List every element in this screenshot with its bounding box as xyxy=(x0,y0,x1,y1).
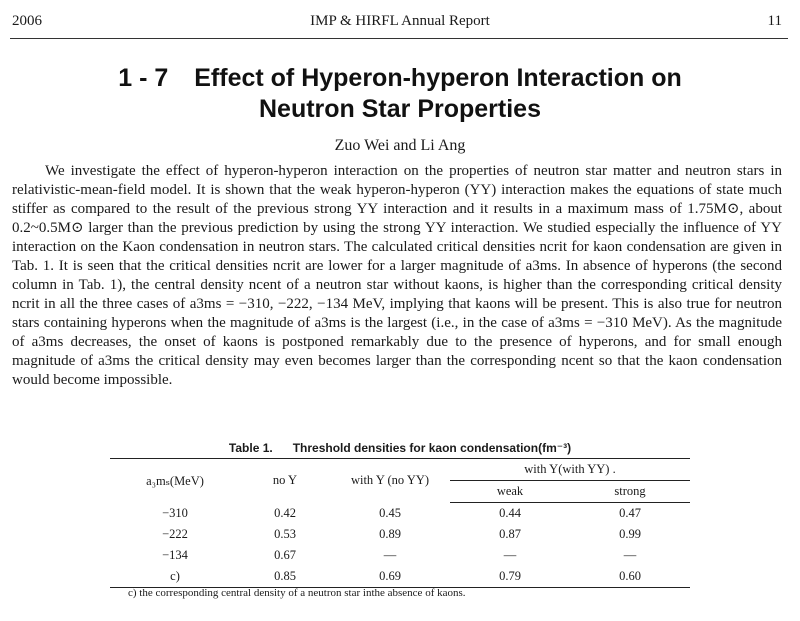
cell-no-y: 0.42 xyxy=(274,505,296,520)
cell-strong: — xyxy=(623,548,637,562)
cell-with-y-no-yy: 0.45 xyxy=(379,505,401,520)
cell-weak: 0.87 xyxy=(499,527,521,541)
article-number: 1 - 7 xyxy=(118,64,169,92)
table-row xyxy=(110,566,690,588)
title-line-2: Neutron Star Properties xyxy=(258,95,541,123)
table-row xyxy=(110,545,690,566)
cell-a3ms: −310 xyxy=(162,505,188,520)
cell-strong: 0.60 xyxy=(570,566,690,588)
header-with-y-no-yy: with Y (no YY) xyxy=(330,459,450,503)
cell-no-y: 0.67 xyxy=(274,548,296,562)
cell-weak: 0.44 xyxy=(499,506,521,520)
header-rule xyxy=(10,38,788,39)
cell-a3ms: c) xyxy=(110,566,240,588)
cell-strong: 0.99 xyxy=(619,527,641,541)
table-header-row xyxy=(110,459,690,481)
article-title xyxy=(0,63,800,125)
table-label: Table 1. xyxy=(228,441,273,455)
cell-no-y: 0.85 xyxy=(240,566,330,588)
header-strong: strong xyxy=(570,481,690,503)
header-year: 2006 xyxy=(12,13,42,29)
table-row xyxy=(110,524,690,545)
cell-weak: — xyxy=(503,548,517,562)
table-row xyxy=(110,503,690,525)
cell-a3ms: −222 xyxy=(162,527,188,541)
cell-a3ms: −134 xyxy=(162,548,188,562)
table-caption-text: Threshold densities for kaon condensation(fm⁻³) xyxy=(292,441,572,455)
header-no-y: no Y xyxy=(240,459,330,503)
cell-with-y-no-yy: 0.89 xyxy=(379,527,401,541)
header-page-number: 11 xyxy=(767,13,782,29)
cell-with-y-no-yy: 0.69 xyxy=(330,566,450,588)
header-weak: weak xyxy=(450,481,570,503)
header-a3ms: a₃mₛ(MeV) xyxy=(110,459,240,503)
cell-strong: 0.47 xyxy=(619,506,641,520)
table-footnote: c) the corresponding central density of a neutron star inthe absence of kaons. xyxy=(128,587,466,599)
table-caption xyxy=(0,441,800,455)
header-journal: IMP & HIRFL Annual Report xyxy=(310,13,490,29)
authors: Zuo Wei and Li Ang xyxy=(334,137,466,154)
abstract xyxy=(12,162,782,390)
cell-with-y-no-yy: — xyxy=(383,548,397,562)
title-line-1: Effect of Hyperon-hyperon Interaction on xyxy=(194,64,682,92)
cell-no-y: 0.53 xyxy=(274,527,296,541)
threshold-density-table xyxy=(110,458,690,588)
cell-weak: 0.79 xyxy=(450,566,570,588)
header-with-y-with-yy: with Y(with YY) . xyxy=(450,459,690,481)
abstract-paragraph: We investigate the effect of hyperon-hyperon interaction on the properties of neutron star matter and neutron stars in relativistic-mean-field model. It is shown that the weak hyperon-hyperon (YY) interaction makes the equations of state much stiffer as compared to the result of the previous strong YY interaction and it results in a maximum mass of 1.75M⊙, about 0.2~0.5M⊙ larger than the previous prediction by using the strong YY interaction. We studied especially the influence of YY interaction on the Kaon condensation in neutron stars. The calculated critical densities ncrit for kaon condensation are given in Tab. 1. It is seen that the critical densities ncrit are lower for a larger magnitude of a3ms. In absence of hyperons (the second column in Tab. 1), the central density ncent of a neutron star without kaons, is higher than the corresponding critical density ncrit in all the three cases of a3ms = −310, −222, −134 MeV, implying that kaons will be present. This is also true for neutron stars containing hyperons when the magnitude of a3ms is the largest (i.e., in the case of a3ms = −310 MeV). As the magnitude of a3ms decreases, the onset of kaons is postponed remarkably due to the presence of hyperons, and for small enough magnitude of a3ms the critical density may even becomes larger than the corresponding ncent so that the kaon condensation would become impossible. xyxy=(12,163,782,388)
running-header xyxy=(0,13,800,33)
